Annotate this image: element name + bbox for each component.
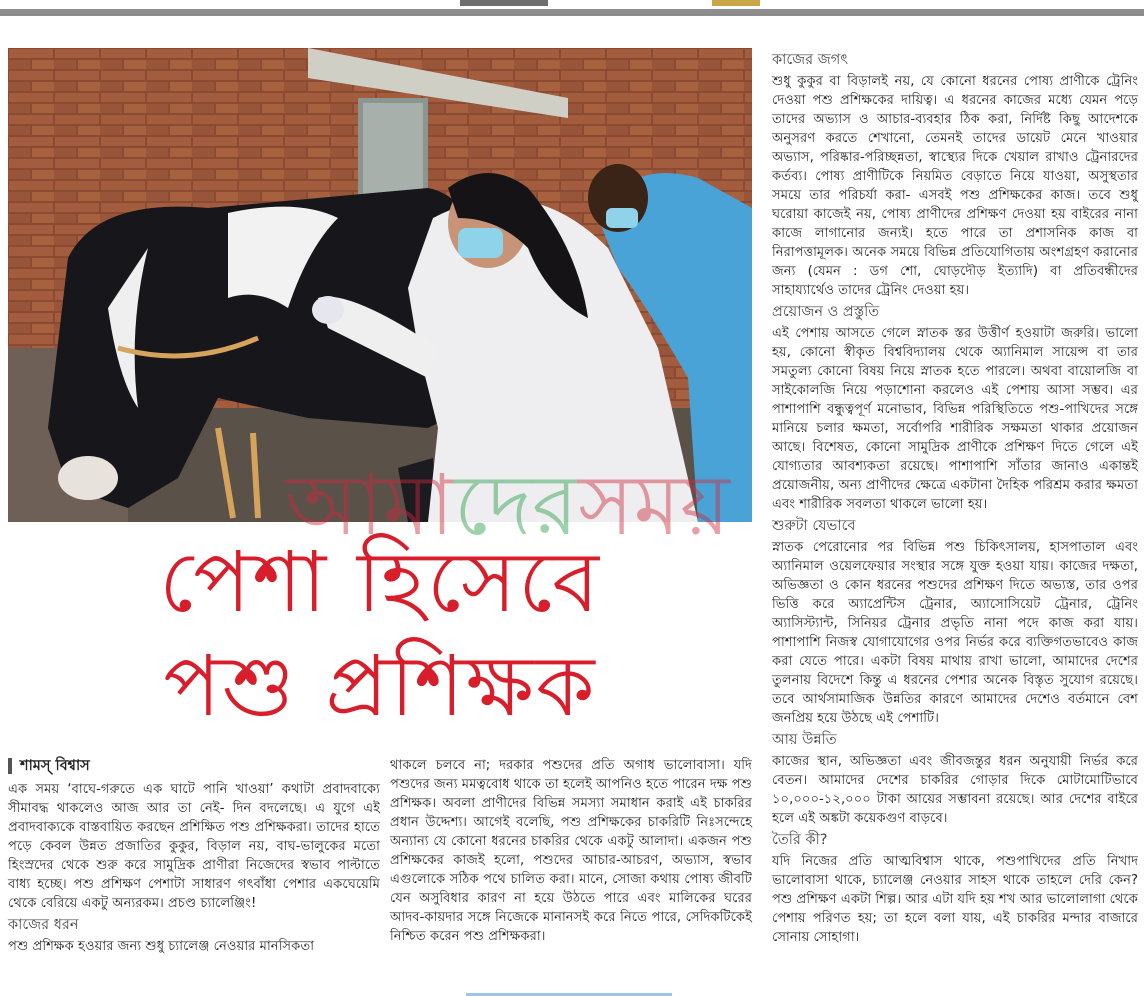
- watermark-part3: সময়: [578, 456, 730, 554]
- byline: [8, 756, 380, 776]
- left-column: [8, 756, 380, 956]
- author-name: শামস্ বিশ্বাস: [20, 758, 90, 774]
- masthead-strip: [0, 0, 1144, 18]
- headline-line-1: পেশা হিসেবে: [159, 533, 601, 631]
- middle-column: [390, 756, 752, 946]
- section-paragraph: পশু প্রশিক্ষক হওয়ার জন্য শুধু চ্যালেঞ্জ নেওয়ার মানসিকতা: [8, 939, 315, 954]
- intro-paragraph: এক সময় ‘বাঘে-গরুতে এক ঘাটে পানি খাওয়া’ কথাটা প্রবাদবাক্যে সীমাবদ্ধ থাকলেও আজ আর তা নেই- দিন বদলেছে। এ যুগে এই প্রবাদবাক্যকে বাস্তবায়িত করছেন প্রশিক্ষিত পশু প্রশিক্ষকরা। তাদের হাতে পড়ে কেবল উন্নত প্রজাতির কুকুর, বিড়াল নয়, বাঘ-ভালুকের মতো হিংস্রদের থেকে শুরু করে সামুদ্রিক প্রাণীরা নিজেদের স্বভাব পাল্টাতে বাধ্য হচ্ছে। পশু প্রশিক্ষণ পেশাটা সাধারণ গৎবাঁধা পেশার একঘেয়েমি থেকে বেরিয়ে একটু অন্যরকম। প্রচণ্ড চ্যালেঞ্জিং!: [8, 782, 380, 911]
- continued-paragraph: থাকলে চলবে না; দরকার পশুদের প্রতি অগাধ ভালোবাসা। যদি পশুদের জন্য মমত্ববোধ থাকে তা হলেই আপনিও হতে পারেন দক্ষ পশু প্রশিক্ষক। অবলা প্রাণীদের বিভিন্ন সমস্যা সমাধান করাই এই চাকরির প্রধান উদ্দেশ্য। আগেই বলেছি, পশু প্রশিক্ষকের চাকরিটি নিঃসন্দেহে অন্যান্য যে কোনো ধরনের চাকরির থেকে একটু আলাদা। একজন পশু প্রশিক্ষকের কাজই হলো, পশুদের আচার-আচরণ, অভ্যাস, স্বভাব এগুলোকে সঠিক পথে চালিত করা। মানে, সোজা কথায় পোষ্য জীবটি যেন অসুবিধার কারণ না হয়ে উঠতে পারে এবং মালিকের ঘরের আদব-কায়দার সঙ্গে নিজেকে মানানসই করে নিতে পারে, সেদিকটিকেই নিশ্চিত করেন পশু প্রশিক্ষকরা।: [390, 758, 752, 944]
- section-paragraph: যদি নিজের প্রতি আত্মবিশ্বাস থাকে, পশুপাখিদের প্রতি নিখাদ ভালোবাসা থাকে, চ্যালেঞ্জ নেওয়ার সাহস থাকে তাহলে দেরি কেন? পশু প্রশিক্ষণ একটা শিল্প। আর এটা যদি হয় শখ আর ভালোলাগা থেকে পেশায় পরিণত হয়; তা হলে বলা যায়, এই চাকরির মন্দার বাজারে সোনায় সোহাগা।: [772, 854, 1138, 945]
- section-heading: তৈরি কী?: [772, 832, 828, 848]
- section-paragraph: স্নাতক পেরোনোর পর বিভিন্ন পশু চিকিৎসালয়, হাসপাতাল এবং অ্যানিমাল ওয়েলফেয়ার সংস্থার সঙ্গে যুক্ত হওয়া যায়। কাজের দক্ষতা, অভিজ্ঞতা ও কোন ধরনের পশুদের প্রশিক্ষণ দিতে অভ্যস্ত, তার ওপর ভিত্তি করে অ্যাপ্রেন্টিস ট্রেনার, অ্যাসোসিয়েট ট্রেনার, ট্রেনিং অ্যাসিস্ট্যান্ট, সিনিয়র ট্রেনার প্রভৃতি নানা পদে কাজ করা যায়। পাশাপাশি নিজস্ব যোগাযোগের ওপর নির্ভর করে ব্যক্তিগতভাবেও কাজ করা যেতে পারে। একটা বিষয় মাথায় রাখা ভালো, আমাদের দেশের তুলনায় বিদেশে কিন্তু এ ধরনের পেশার অনেক বিস্তৃত সুযোগ রয়েছে। তবে আর্থসামাজিক উন্নতির কারণে আমাদের দেশেও বর্তমানে বেশ জনপ্রিয় হয়ে উঠছে এই পেশাটি।: [772, 540, 1138, 726]
- top-rule: [0, 9, 1144, 16]
- section-paragraph: কাজের স্থান, অভিজ্ঞতা এবং জীবজন্তুর ধরন অনুযায়ী নির্ভর করে বেতন। আমাদের দেশের চাকরির গোড়ার দিকে মোটামোটিভাবে ১০,০০০-১২,০০০ টাকা আয়ের সম্ভাবনা রয়েছে। আর দেশের বাইরে হলে এই অঙ্কটা কয়েকগুণ বাড়বে।: [772, 754, 1138, 826]
- section-heading: শুরুটা যেভাবে: [772, 518, 856, 534]
- watermark-part2: দের: [453, 456, 579, 554]
- section-heading: কাজের জগৎ: [772, 52, 848, 68]
- top-block-grey: [460, 0, 548, 6]
- section-heading: আয় উন্নতি: [772, 732, 837, 748]
- section-heading: কাজের ধরন: [8, 917, 79, 933]
- section-paragraph: এই পেশায় আসতে গেলে স্নাতক স্তর উত্তীর্ণ হওয়াটা জরুরি। ভালো হয়, কোনো স্বীকৃত বিশ্ববিদ্যালয় থেকে অ্যানিমাল সায়েন্স বা তার সমতুল্য কোনো বিষয় নিয়ে স্নাতক হতে পারলে। অথবা বায়োলজি বা সাইকোলজি নিয়ে পড়াশোনা করলেও এই পেশায় আসা সম্ভব। এর পাশাপাশি বন্ধুত্বপূর্ণ মনোভাব, বিভিন্ন পরিস্থিতিতে পশু-পাখিদের সঙ্গে মানিয়ে চলার ক্ষমতা, সর্বোপরি শারীরিক সক্ষমতা থাকার প্রয়োজন আছে। বিশেষত, কোনো সামুদ্রিক প্রাণীকে প্রশিক্ষণ দিতে গেলে এই যোগ্যতার আবশ্যকতা রয়েছে। পাশাপাশি সাঁতার জানাও একান্তই প্রয়োজনীয়, অন্য প্রাণীদের ক্ষেত্রে একটানা দৈহিক পরিশ্রম করার ক্ষমতা এবং শারীরিক সবলতা থাকলে ভালো হয়।: [772, 326, 1138, 512]
- watermark-part1: আমা: [285, 456, 454, 554]
- section-heading: প্রয়োজন ও প্রস্তুতি: [772, 304, 880, 320]
- headline-line-2: পশু প্রশিক্ষক: [163, 637, 597, 735]
- top-block-gold: [712, 0, 760, 6]
- right-column: [772, 48, 1138, 947]
- article-headline: [8, 528, 752, 738]
- cow-vet-photo: [8, 48, 752, 522]
- article-photo: [8, 48, 752, 522]
- section-paragraph: শুধু কুকুর বা বিড়ালই নয়, যে কোনো ধরনের পোষ্য প্রাণীকে ট্রেনিং দেওয়া পশু প্রশিক্ষকের দায়িত্ব। এ ধরনের কাজের মধ্যে যেমন পড়ে তাদের অভ্যাস ও আচার-ব্যবহার ঠিক করা, নির্দিষ্ট কিছু আদেশকে অনুসরণ করতে শেখানো, তেমনই তাদের ডায়েট মেনে খাওয়ার অভ্যাস, পরিষ্কার-পরিচ্ছন্নতা, স্বাস্থ্যের দিকে খেয়াল রাখাও ট্রেনারদের কর্তব্য। পোষ্য প্রাণীটিকে নিয়মিত বেড়াতে নিয়ে যাওয়া, অসুস্থতার সময়ে তার পরিচর্যা করা- এসবই পশু প্রশিক্ষকের কাজ। তবে শুধু ঘরোয়া কাজেই নয়, পোষ্য প্রাণীদের প্রশিক্ষণ দেওয়া হয় বাইরের নানা কাজে লাগানোর জন্যই। হতে পারে তা প্রশাসনিক কাজ বা নিরাপত্তামূলক। অনেক সময়ে বিভিন্ন প্রতিযোগিতায় অংশগ্রহণ করানোর জন্য (যেমন : ডগ শো, ঘোড়দৌড় ইত্যাদি) বা প্রতিবন্ধীদের সাহায্যার্থেও তাদের ট্রেনিং দেওয়া হয়।: [772, 74, 1138, 298]
- byline-bar: [8, 758, 12, 774]
